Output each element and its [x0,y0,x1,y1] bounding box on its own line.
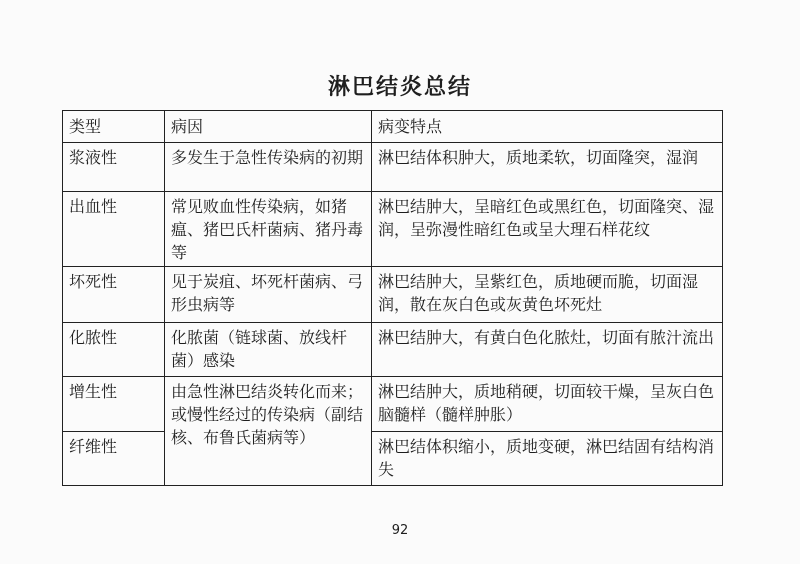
features-cell: 淋巴结体积肿大，质地柔软，切面隆突，湿润 [372,143,723,192]
table-row [63,323,723,377]
features-cell: 淋巴结肿大，质地稍硬，切面较干燥，呈灰白色脑髓样（髓样肿胀） [372,377,723,432]
features-cell: 淋巴结肿大，有黄白色化脓灶，切面有脓汁流出 [372,323,723,377]
page-number: 92 [391,523,409,538]
summary-table [62,110,723,486]
cause-cell: 多发生于急性传染病的初期 [165,143,372,192]
table-row [63,143,723,192]
cause-cell: 常见败血性传染病，如猪瘟、猪巴氏杆菌病、猪丹毒等 [165,192,372,267]
features-cell: 淋巴结肿大，呈暗红色或黑红色，切面隆突、湿润，呈弥漫性暗红色或呈大理石样花纹 [372,192,723,267]
type-cell: 浆液性 [63,143,165,192]
type-cell: 增生性 [63,377,165,432]
header-type: 类型 [63,111,165,143]
type-cell: 出血性 [63,192,165,267]
type-cell: 化脓性 [63,323,165,377]
table-row [63,432,723,486]
features-cell: 淋巴结体积缩小，质地变硬，淋巴结固有结构消失 [372,432,723,486]
cause-cell: 化脓菌（链球菌、放线杆菌）感染 [165,323,372,377]
type-cell: 纤维性 [63,432,165,486]
page-title: 淋巴结炎总结 [327,75,472,100]
table-row [63,377,723,432]
table-header-row [63,111,723,143]
features-cell: 淋巴结肿大，呈紫红色，质地硬而脆，切面湿润，散在灰白色或灰黄色坏死灶 [372,267,723,323]
header-features: 病变特点 [372,111,723,143]
table-row [63,267,723,323]
cause-cell: 见于炭疽、坏死杆菌病、弓形虫病等 [165,267,372,323]
header-cause: 病因 [165,111,372,143]
cause-cell: 由急性淋巴结炎转化而来；或慢性经过的传染病（副结核、布鲁氏菌病等） [165,377,372,486]
type-cell: 坏死性 [63,267,165,323]
table-row [63,192,723,267]
